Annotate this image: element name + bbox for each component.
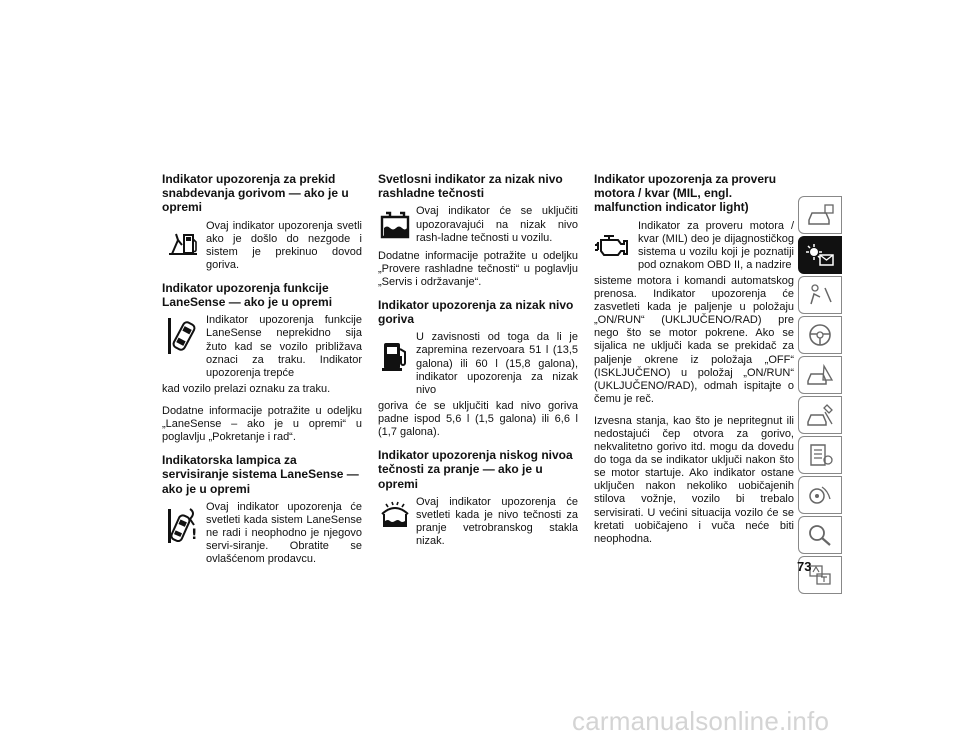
column-2 [378,172,578,557]
section-lanesense [162,281,362,444]
indicator-block [378,205,578,244]
section-title: Indikatorska lampica za servisiranje sistema LaneSense — ako je u opremi [162,453,359,496]
section-title: Indikator upozorenja za nizak nivo goriva [378,297,574,327]
indicator-description: Ovaj indikator upozorenja će svetleti kada je nivo tečnosti za pranje vetrobranskog stakla nizak. [416,495,578,548]
indicator-description: Indikator upozorenja funkcije LaneSense neprekidno sija žuto kad se vozilo približava oznaci za traku. Indikator upozorenja trepće [206,314,362,379]
indicator-block [162,501,362,566]
safety-airbag-icon [805,282,835,308]
indicator-block [162,220,362,272]
coolant-level-icon [378,209,412,243]
section-coolant [378,172,578,289]
washer-fluid-icon [378,498,412,532]
tab-emergency[interactable] [798,356,842,394]
reference-note: Izvesna stanja, kao što je nepritegnut ili nedostajući čep otvora za gorivo, nekvalitetno gorivo itd. mogu da dovedu do toga da se indikator uključi nakon što se motor startuje. Ako indikator ostane uključen nakon nekoliko uobičajenih stilova vožnje, vozilo bi trebalo servisirati. U većini situacija vozilo će se kretati uobičajeno i vuča neće biti neophodna. [594,414,794,545]
column-3 [594,172,794,555]
tab-safety[interactable] [798,276,842,314]
continued-text: kad vozilo prelazi oznaku za traku. [162,382,331,395]
continued-text: sisteme motora i komandi automatskog prenosa. Indikator upozorenja će zasvetleti kada je paljenje u položaju „ON/RUN“ (UKLJUČENO/RAD) pre nego što se motor pokrene. Ako se sijalica ne uključi kada se prekidač za paljenje okrene iz položaja „OFF“ (ISKLJUČENO) u položaj „ON/RUN“ (UKLJUČENO/RAD), odmah ispitajte o čemu je reč. [594,274,794,405]
section-title: Indikator upozorenja funkcije LaneSense — ako je u opremi [162,280,333,310]
continued-text: goriva će se uključiti kad nivo goriva padne ispod 5,6 l (1,5 galona) ili 6,6 l (1,7 galona). [378,399,578,439]
lanesense-icon [166,316,200,356]
section-check-engine [594,172,794,546]
specifications-list-icon [805,442,835,468]
indicator-block [378,331,578,396]
watermark: carmanualsonline.info [572,706,830,736]
tab-car-info[interactable] [798,196,842,234]
tab-index[interactable] [798,516,842,554]
tab-driving[interactable] [798,316,842,354]
svg-text:!: ! [191,526,198,543]
section-washer-fluid [378,448,578,548]
car-info-icon [805,202,835,228]
car-emergency-icon [805,362,835,388]
indicator-block [378,496,578,548]
tab-multimedia[interactable] [798,476,842,514]
index-search-icon [805,522,835,548]
indicator-description: Indikator za proveru motora / kvar (MIL) deo je dijagnostičkog sistema u vozilu koji je poznatiji pod oznakom OBD II, a nadzire [638,219,794,271]
section-title: Indikator upozorenja niskog nivoa tečnosti za pranje — ako je u opremi [378,448,573,491]
reference-note: Dodatne informacije potražite u odeljku „Provere rashladne tečnosti“ u poglavlju „Servis i održavanje“. [378,249,578,288]
page-number: 73 [797,559,812,574]
indicator-description: Ovaj indikator upozorenja će svetleti kada sistem LaneSense ne radi i neophodno je njegovo servi-siranje. Obratite se ovlašćenom prodavcu. [206,500,362,566]
indicator-description: Ovaj indikator će se uključiti upozoravajući na nizak nivo rash-ladne tečnosti u vozilu. [416,205,578,244]
multimedia-icon [805,482,835,508]
section-fuel-shutoff [162,172,362,272]
section-title: Indikator upozorenja za prekid snabdevanja gorivom — ako je u opremi [162,172,349,215]
tab-service[interactable] [798,396,842,434]
steering-wheel-icon [805,322,835,348]
column-1 [162,172,362,575]
reference-note: Dodatne informacije potražite u odeljku „LaneSense – ako je u opremi“ u poglavlju „Pokretanje i rad“. [162,404,362,444]
tab-dashboard-warning[interactable] [798,236,842,274]
fuel-shutoff-icon [166,224,200,258]
chapter-tabs [798,196,842,596]
section-lanesense-service [162,453,362,566]
service-tools-icon [805,402,835,428]
tab-specifications[interactable] [798,436,842,474]
check-engine-icon [594,228,630,262]
section-low-fuel [378,298,578,439]
dashboard-warning-icon [805,242,835,268]
indicator-description: Ovaj indikator upozorenja svetli ako je došlo do nezgode i sistem je prekinuo dovod goriva. [206,219,362,271]
lanesense-service-icon [166,505,200,545]
fuel-pump-icon [378,339,412,373]
indicator-description: U zavisnosti od toga da li je zapremina rezervoara 51 l (13,5 galona) ili 60 l (15,8 galona), indikator upozorenja za nizak nivo [416,331,578,396]
section-title: Indikator upozorenja za proveru motora / kvar (MIL, engl. malfunction indicator light) [594,172,777,215]
section-title: Svetlosni indikator za nizak nivo rashladne tečnosti [378,172,563,201]
indicator-block [594,220,794,272]
indicator-block [162,314,362,379]
